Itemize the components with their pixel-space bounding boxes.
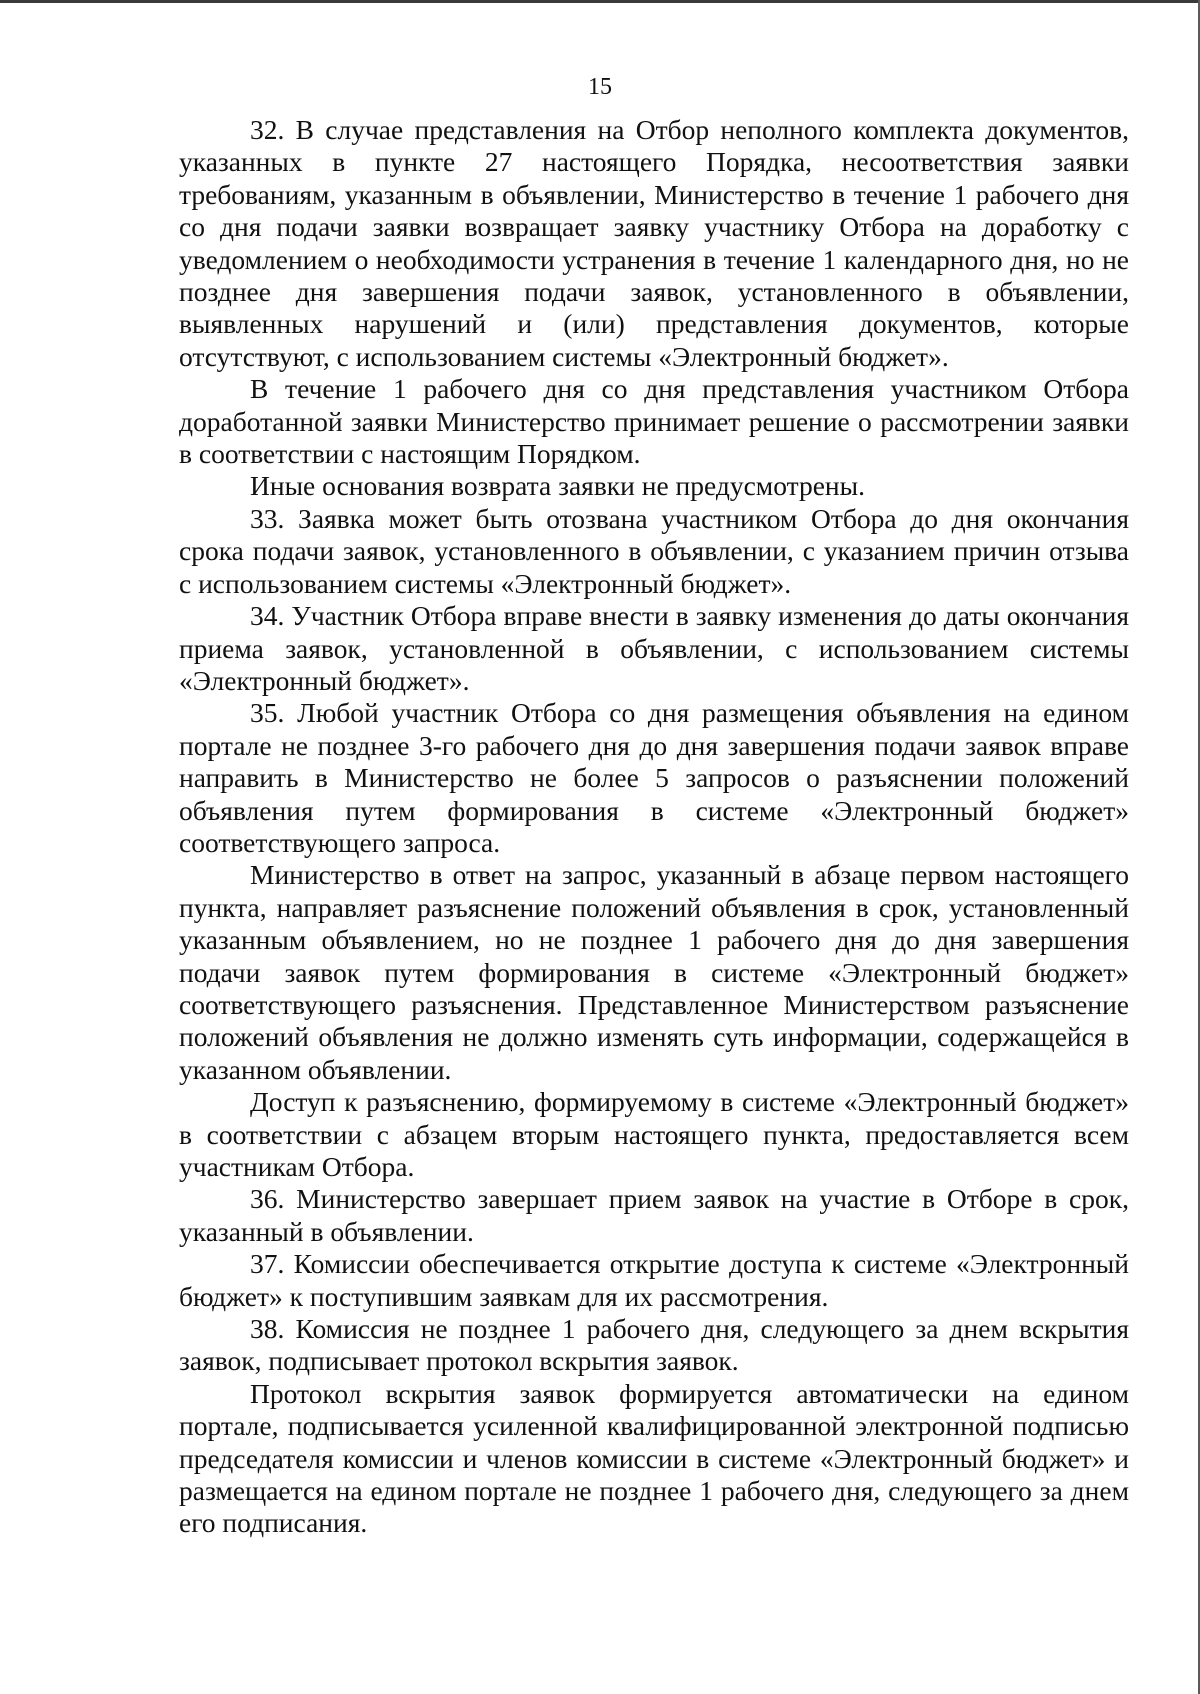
paragraph-32: 32. В случае представления на Отбор неполного комплекта документов, указанных в пункте 27 настоящего Порядка, несоответствия заявки требованиям, указанным в объявлении, Министерство в течение 1 рабочего дня со дня подачи заявки возвращает заявку участнику Отбора на доработку с уведомлением о необходимости устранения в течение 1 календарного дня, но не позднее дня завершения подачи заявок, установленного в объявлении, выявленных нарушений и (или) представления документов, которые отсутствуют, с использованием системы «Электронный бюджет». <box>179 114 1129 372</box>
paragraph-35-access: Доступ к разъяснению, формируемому в системе «Электронный бюджет» в соответствии с абзацем вторым настоящего пункта, предоставляется всем участникам Отбора. <box>179 1086 1129 1182</box>
paragraph-37: 37. Комиссии обеспечивается открытие доступа к системе «Электронный бюджет» к поступившим заявкам для их рассмотрения. <box>179 1248 1129 1312</box>
document-body <box>179 114 1129 1540</box>
scan-edge-top <box>0 0 1200 3</box>
paragraph-35: 35. Любой участник Отбора со дня размещения объявления на едином портале не позднее 3-го рабочего дня до дня завершения подачи заявок вправе направить в Министерство не более 5 запросов о разъяснении положений объявления путем формирования в системе «Электронный бюджет» соответствующего запроса. <box>179 697 1129 858</box>
paragraph-32-other-grounds: Иные основания возврата заявки не предусмотрены. <box>250 470 865 502</box>
paragraph-32-review: В течение 1 рабочего дня со дня представления участником Отбора доработанной заявки Министерство принимает решение о рассмотрении заявки в соответствии с настоящим Порядком. <box>179 373 1129 470</box>
paragraph-34: 34. Участник Отбора вправе внести в заявку изменения до даты окончания приема заявок, установленной в объявлении, с использованием системы «Электронный бюджет». <box>179 600 1129 696</box>
paragraph-35-response: Министерство в ответ на запрос, указанный в абзаце первом настоящего пункта, направляет разъяснение положений объявления в срок, установленный указанным объявлением, но не позднее 1 рабочего дня до дня завершения подачи заявок путем формирования в системе «Электронный бюджет» соответствующего разъяснения. Представленное Министерством разъяснение положений объявления не должно изменять суть информации, содержащейся в указанном объявлении. <box>179 859 1129 1085</box>
paragraph-36: 36. Министерство завершает прием заявок на участие в Отборе в срок, указанный в объявлении. <box>179 1183 1129 1247</box>
paragraph-33: 33. Заявка может быть отозвана участником Отбора до дня окончания срока подачи заявок, установленного в объявлении, с указанием причин отзыва с использованием системы «Электронный бюджет». <box>179 502 1129 599</box>
page-number: 15 <box>588 74 612 100</box>
paragraph-38: 38. Комиссия не позднее 1 рабочего дня, следующего за днем вскрытия заявок, подписывает протокол вскрытия заявок. <box>179 1313 1129 1377</box>
paragraph-38-protocol: Протокол вскрытия заявок формируется автоматически на едином портале, подписывается усиленной квалифицированной электронной подписью председателя комиссии и членов комиссии в системе «Электронный бюджет» и размещается на едином портале не позднее 1 рабочего дня, следующего за днем его подписания. <box>179 1377 1129 1539</box>
